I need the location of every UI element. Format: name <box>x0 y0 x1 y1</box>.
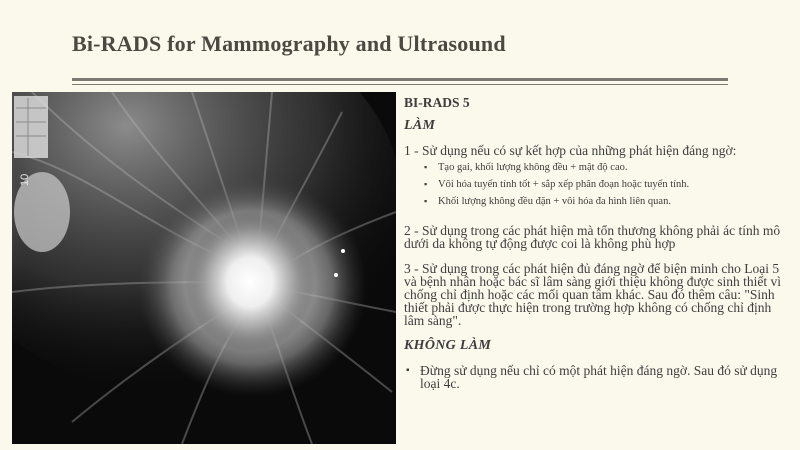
birads-heading: BI-RADS 5 <box>404 95 470 110</box>
sub-bullet: ▪ Khối lượng không đều đặn + vôi hóa đa hình liên quan. <box>424 195 792 208</box>
sub-bullet: ▪ Tạo gai, khối lượng không đều + mật độ cao. <box>424 161 792 174</box>
do-item-1: 1 - Sử dụng nếu có sự kết hợp của những phát hiện đáng ngờ: <box>404 143 737 158</box>
do-item-2: 2 - Sử dụng trong các phát hiện mà tổn thương không phải ác tính mô dưới da không tự động được coi là không phù hợp <box>404 223 781 251</box>
dont-heading: KHÔNG LÀM <box>404 338 492 353</box>
title-rule-thin <box>72 84 728 85</box>
do-item-1-sublist <box>404 161 792 208</box>
mammogram-image <box>12 92 396 444</box>
mammogram-graphic <box>12 92 396 444</box>
sub-bullet: ▪ Vôi hóa tuyến tính tốt + sắp xếp phân đoạn hoặc tuyến tính. <box>424 178 792 191</box>
slide-title: Bi-RADS for Mammography and Ultrasound <box>72 31 506 56</box>
image-marker-label: 10 <box>19 173 31 186</box>
do-heading: LÀM <box>404 118 436 133</box>
content-panel <box>404 96 792 390</box>
dont-item: ▪ Đừng sử dụng nếu chỉ có một phát hiện đáng ngờ. Sau đó sử dụng loại 4c. <box>404 364 792 390</box>
dont-list <box>404 364 792 390</box>
do-item-3: 3 - Sử dụng trong các phát hiện đủ đáng ngờ để biện minh cho Loại 5 và bệnh nhân hoặc bác sĩ lâm sàng giới thiệu không được sinh thiết vì chống chỉ định hoặc các mối quan tâm khác. Sau đó thêm câu: "Sinh thiết phải được thực hiện trong trường hợp không có chống chỉ định lâm sàng". <box>404 261 782 328</box>
title-rule-thick <box>72 78 728 81</box>
